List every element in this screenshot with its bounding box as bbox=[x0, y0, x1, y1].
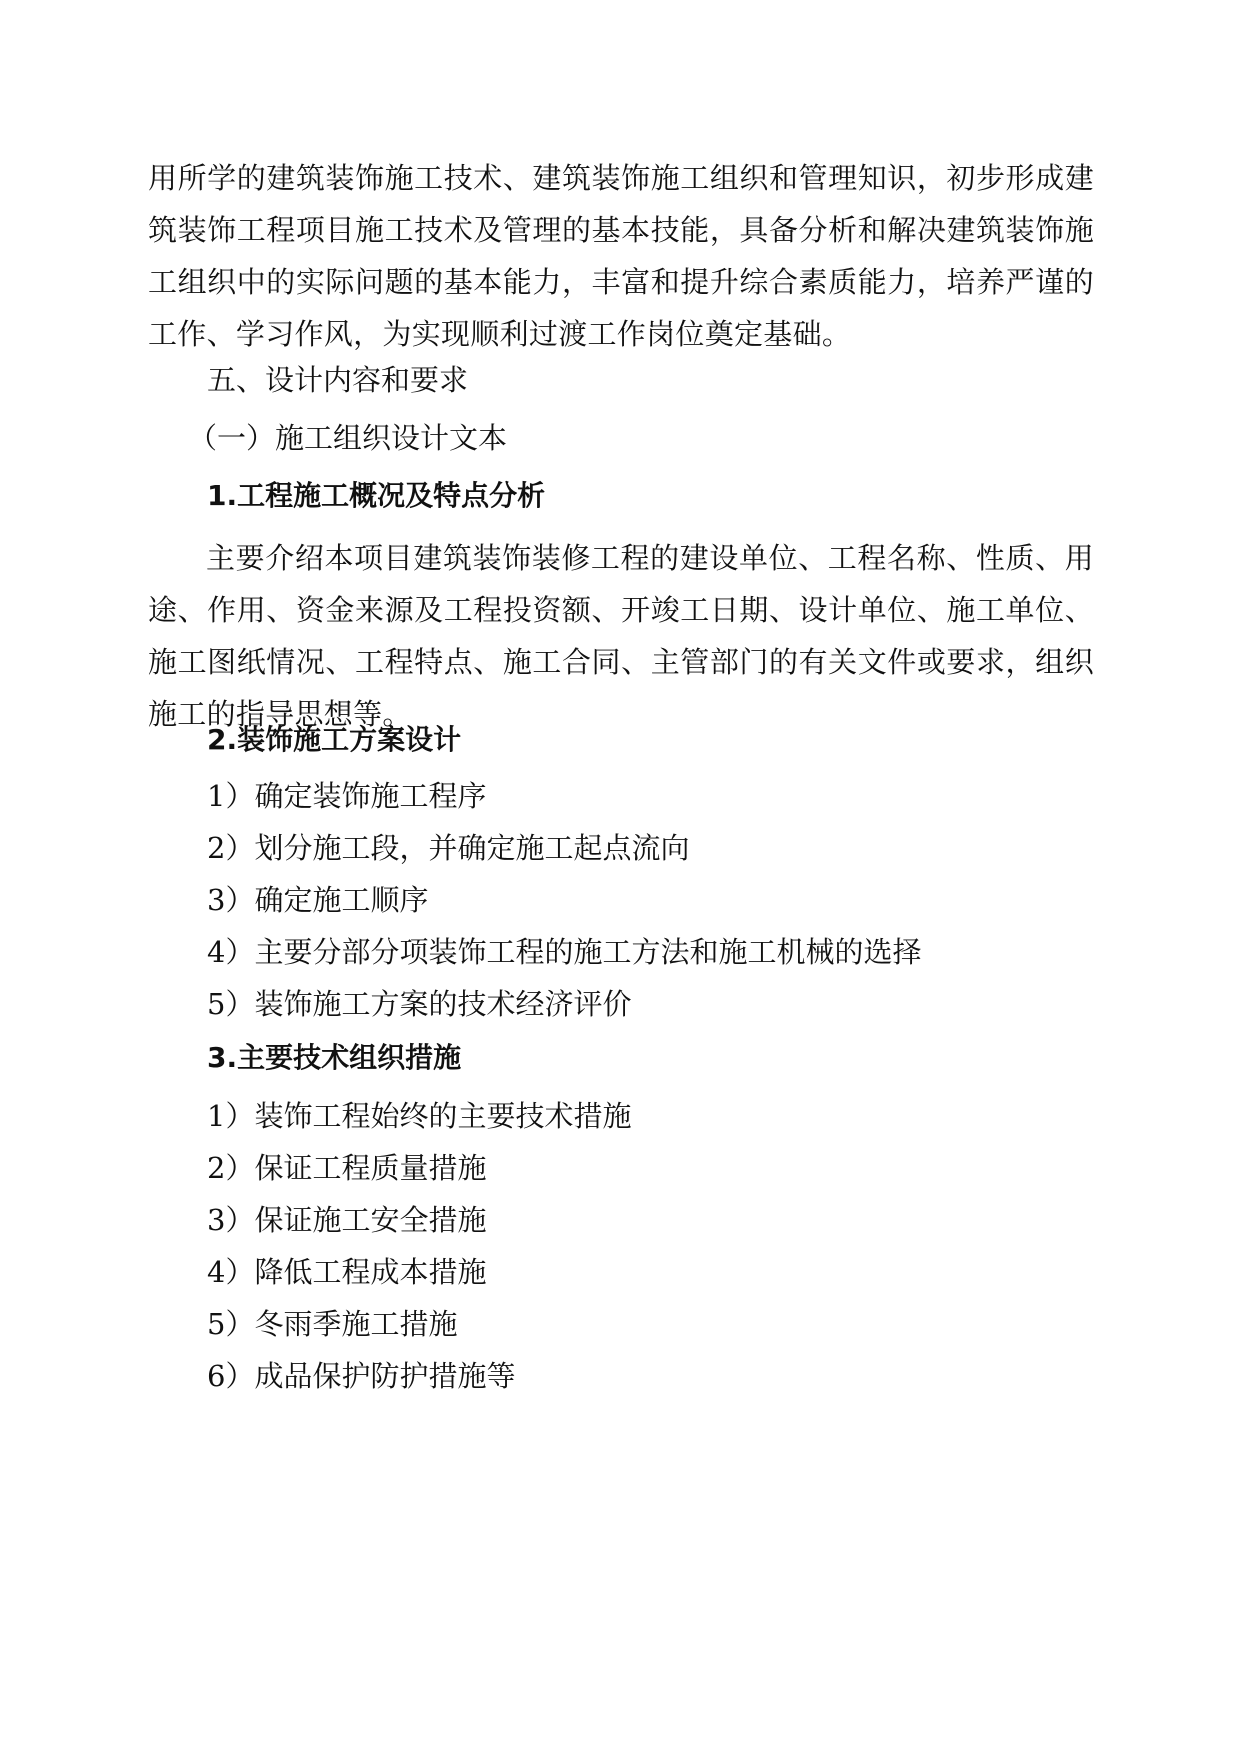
part2-item: 3）确定施工顺序 bbox=[207, 883, 429, 917]
part1-body: 主要介绍本项目建筑装饰装修工程的建设单位、工程名称、性质、用途、作用、资金来源及工程投资额、开竣工日期、设计单位、施工单位、施工图纸情况、工程特点、施工合同、主管部门的有关文件或要求，组织施工的指导思想等。 bbox=[148, 541, 1094, 731]
part3-item: 6）成品保护防护措施等 bbox=[207, 1359, 516, 1393]
part2-heading: 2.装饰施工方案设计 bbox=[207, 723, 462, 756]
section-heading: 五、设计内容和要求 bbox=[207, 363, 469, 397]
part2-item: 4）主要分部分项装饰工程的施工方法和施工机械的选择 bbox=[207, 935, 922, 969]
part2-item: 2）划分施工段，并确定施工起点流向 bbox=[207, 831, 690, 865]
part3-item: 1）装饰工程始终的主要技术措施 bbox=[207, 1099, 632, 1133]
part1-heading: 1.工程施工概况及特点分析 bbox=[207, 479, 546, 512]
part3-item: 2）保证工程质量措施 bbox=[207, 1151, 487, 1185]
part3-item: 3）保证施工安全措施 bbox=[207, 1203, 487, 1237]
part2-item: 5）装饰施工方案的技术经济评价 bbox=[207, 987, 632, 1021]
part3-heading: 3.主要技术组织措施 bbox=[207, 1041, 462, 1074]
part3-item: 4）降低工程成本措施 bbox=[207, 1255, 487, 1289]
part3-item: 5）冬雨季施工措施 bbox=[207, 1307, 458, 1341]
part2-item: 1）确定装饰施工程序 bbox=[207, 779, 487, 813]
intro-paragraph: 用所学的建筑装饰施工技术、建筑装饰施工组织和管理知识，初步形成建筑装饰工程项目施工技术及管理的基本技能，具备分析和解决建筑装饰施工组织中的实际问题的基本能力，丰富和提升综合素质能力，培养严谨的工作、学习作风，为实现顺利过渡工作岗位奠定基础。 bbox=[148, 161, 1094, 351]
subsection-heading: （一）施工组织设计文本 bbox=[188, 421, 508, 455]
